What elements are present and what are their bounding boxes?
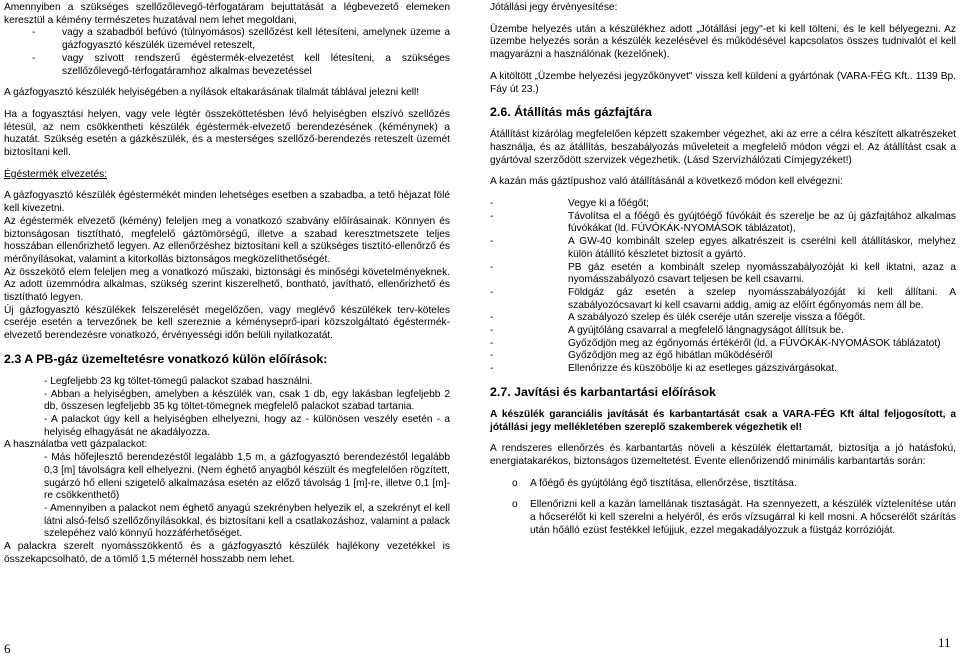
conversion-list-item: - Távolítsa el a főégő és gyújtóégő fúvókáit és szerelje be az új gázfajtához alkalmas fúvókákat (ld. FÚVÓKÁK-NYOMÁSOK táblázatot), — [490, 210, 956, 235]
pb-list-item: - Abban a helyiségben, amelyben a készülék van, csak 1 db, egy lakásban legfeljebb 2 db, összesen legfeljebb 35 kg töltet-tömegnek megfelelő palackot szabad tartania. — [44, 388, 450, 413]
list-item-text: vagy szívott rendszerű égéstermék-elvezetést kell létesíteni, a szükséges szellőzőlevegő-térfogatáramhoz alkalmas bevezetéssel — [62, 52, 450, 77]
flue-paragraph-3: Az összekötő elem feleljen meg a vonatkozó műszaki, biztonsági és minőségi követelményeknek. Az adott üzemmódra alkalmas, szükség szerint kiszerelhető, bontható, javítható, ellenőrizhető és tisztítható legyen. — [4, 266, 450, 304]
page-number-right: 11 — [938, 635, 951, 650]
intro-list-item — [32, 53, 450, 78]
intro-paragraph: Amennyiben a szükséges szellőzőlevegő-térfogatáram bejuttatását a légbevezető elemeken keresztül a kémény természetes huzatával nem lehet megoldani, — [4, 2, 450, 26]
maintenance-paragraph: A rendszeres ellenőrzés és karbantartás növeli a készülék élettartamát, biztosítja a jó hatásfokú, energiatakarékos, biztonságos üzemeltetést. Évente ellenőrizendő minimális karbantartás során: — [490, 443, 956, 467]
dash-bullet: - — [490, 325, 494, 337]
conversion-paragraph-2: A kazán más gáztípushoz való átállításánál a következő módon kell elvégezni: — [490, 176, 843, 188]
maintenance-bold-paragraph: A készülék garanciális javítását és karbantartását csak a VARA-FÉG Kft által feljogosított, a jótállási jegy mellékletében szereplő szakemberek végezhetik el! — [490, 408, 956, 433]
circle-bullet-icon: o — [512, 499, 518, 511]
conversion-paragraph-1: Átállítást kizárólag megfelelően képzett szakember végezhet, aki az erre a célra készített alkatrészeket használja, és az átállítás, beszabályozás műveleteit a megfelelő módon végzi el. Az átállítást csak a gyártóval szerződött szervizek végezhetik. (Lásd Szervízhálózati Címjegyzéket!) — [490, 129, 956, 166]
conversion-list-item: - Győződjön meg az égő hibátlan működéséről — [490, 350, 773, 362]
conversion-list-item: - Ellenőrizze és küszöbölje ki az esetleges gázszivárgásokat. — [490, 363, 837, 375]
warranty-heading: Jótállási jegy érvényesítése: — [490, 2, 618, 13]
dash-bullet: - — [490, 210, 494, 222]
left-column — [4, 2, 450, 566]
dash-bullet: - — [490, 312, 494, 324]
flue-paragraph-4: Új gázfogyasztó készülékek felszerelését megelőzően, vagy meglévő készülékek terv-köteles cseréje esetén a tervezőnek be kell szereznie a kéményseprő-ipari közszolgáltató égéstermék-elvezető berendezésre vonatkozó, érvényességi időn belüli nyilatkozatát. — [4, 304, 450, 342]
conversion-list-item: - A GW-40 kombinált szelep egyes alkatrészeit is cserélni kell átállításkor, melyhez külön átállító készletet biztosít a gyártó. — [490, 236, 956, 260]
circle-bullet-icon: o — [512, 477, 518, 489]
cylinder-list-item: - Amennyiben a palackot nem éghető anyagú szekrényben helyezik el, a szekrényt el kell látni alsó-felső szellőzőnyílásokkal, és biztosítani kell a csatlakozáshoz, valamint a palack szelepéhez való könnyű hozzáférhetőséget. — [44, 502, 450, 540]
warranty-paragraph-2: A kitöltött „Üzembe helyezési jegyzőkönyvet" vissza kell küldeni a gyártónak (VARA-FÉG Kft.. 1139 Bp. Fáy út 23.) — [490, 70, 956, 95]
page-number-left: 6 — [4, 641, 11, 656]
conversion-list-item: - A gyújtóláng csavarral a megfelelő lángnagyságot állítsuk be. — [490, 325, 844, 337]
conversion-list-item: - PB gáz esetén a kombinált szelep nyomásszabályozóját ki kell iktatni, azaz a nyomásszabályozó csavart teljesen be kell csavarni. — [490, 261, 956, 286]
dash-bullet: - — [490, 261, 494, 273]
flue-paragraph-1: A gázfogyasztó készülék égéstermékét minden lehetséges esetben a szabadba, a tető héjazat fölé kell kivezetni. — [4, 190, 450, 215]
dash-bullet: - — [490, 337, 494, 349]
dash-bullet: - — [490, 350, 494, 362]
cylinder-usage-label: A használatba vett gázpalackot: — [4, 439, 148, 451]
flue-gas-heading: Égéstermék elvezetés: — [4, 168, 108, 180]
dash-bullet: - — [490, 363, 494, 375]
cylinder-list-item: - Más hőfejlesztő berendezéstől legalább 1,5 m, a gázfogyasztó berendezéstől legalább 0,3 [m] távolságra kell elhelyezni. (Nem éghető anyagból készült és megfelelően rögzített, sugárzó hő elleni szigetelő alkalmazása esetén az előző távolság 1 [m]-re, illetve 0,1 [m]-re csökkenthető) — [44, 452, 450, 502]
warning-paragraph: A gázfogyasztó készülék helyiségében a nyílások eltakarásának tilalmát táblával jelezni kell! — [4, 87, 420, 99]
dash-bullet: - — [490, 198, 494, 210]
ventilation-paragraph: Ha a fogyasztási helyen, vagy vele légtér összeköttetésben lévő helyiségben elszívó szellőzés létesül, az nem csökkentheti készülék égéstermék-elvezető berendezésének (kéménynek) a huzatát. Szükség esetén a gázkészülék, és a mesterséges szellőző-berendezés reteszelt üzemét biztosítani kell. — [4, 108, 450, 159]
dash-bullet: - — [490, 286, 494, 298]
flue-paragraph-2: Az égéstermék elvezető (kémény) feleljen meg a vonatkozó szabvány előírásainak. Könnyen és biztonságosan tisztítható, megfelelő gáztömörségű, illetve a szabad keresztmetszete teljes hosszában ellenőrizhető legyen. Az ellenőrzéshez biztosítani kell a szükséges tisztító-ellenőrző és mérőnyílásokat, valamint a kitorkollás biztonságos megközelíthetőségét. — [4, 215, 450, 265]
right-column — [490, 2, 956, 538]
maintenance-list-item: o Ellenőrizni kell a kazán lamellának tisztaságát. Ha szennyezett, a készülék víztelenítése után a hőcserélőt ki kell szerelni a helyéről, és erős vízsugárral ki kell mosni. A hőcserélőt szárítás után hőálló ezüst festékkel lefújjuk, ezzel megakadályozzuk a füstgáz korrózióját. — [512, 499, 956, 536]
conversion-list-item: - A szabályozó szelep és ülék cseréje után szerelje vissza a főégőt. — [490, 312, 866, 324]
pb-list-item: - A palackot úgy kell a helyiségben elhelyezni, hogy az - különösen veszély esetén - a helyiség elhagyását ne akadályozza. — [44, 413, 450, 438]
maintenance-list-item: o A főégő és gyújtóláng égő tisztítása, ellenőrzése, tisztítása. — [512, 477, 797, 489]
warranty-paragraph-1: Üzembe helyezés után a készülékhez adott „Jótállási jegy"-et ki kell tölteni, és le kell bélyegezni. Az üzembe helyezés során a készülék kezelésével és működésével kapcsolatos összes tudnivalót el kell magyarázni a használónak (kezelőnek). — [490, 23, 956, 61]
intro-list-item — [32, 27, 450, 52]
list-item-text: vagy a szabadból befúvó (túlnyomásos) szellőzést kell létesíteni, amelynek üzeme a gázfogyasztó készülék üzemével reteszelt, — [62, 27, 450, 52]
dash-bullet: - — [32, 52, 36, 64]
conversion-list-item: - Győződjön meg az égőnyomás értékéről (ld. a FÚVÓKÁK-NYOMÁSOK táblázatot) — [490, 337, 941, 349]
dash-bullet: - — [32, 27, 36, 39]
conversion-list-item: - Földgáz gáz esetén a szelep nyomásszabályozóját ki kell állítani. A szabályozócsavart ki kell csavarni addig, amig az előírt égőnyomás nem áll be. — [490, 286, 956, 311]
dash-bullet: - — [490, 236, 494, 248]
section-heading-2-6: 2.6. Átállítás más gázfajtára — [490, 105, 652, 120]
hose-paragraph: A palackra szerelt nyomásszökkentő és a gázfogyasztó készülék hajlékony vezetékkel is összekapcsolható, de a tömlő 1,5 méternél hosszabb nem lehet. — [4, 541, 450, 565]
pb-list-item: - Legfeljebb 23 kg töltet-tömegű palackot szabad használni. — [44, 375, 313, 387]
conversion-list-item: - Vegye ki a főégőt; — [490, 198, 649, 210]
section-heading-2-7: 2.7. Javítási és karbantartási előírások — [490, 384, 716, 399]
section-heading-2-3: 2.3 A PB-gáz üzemeltetésre vonatkozó külön előírások: — [4, 351, 328, 366]
